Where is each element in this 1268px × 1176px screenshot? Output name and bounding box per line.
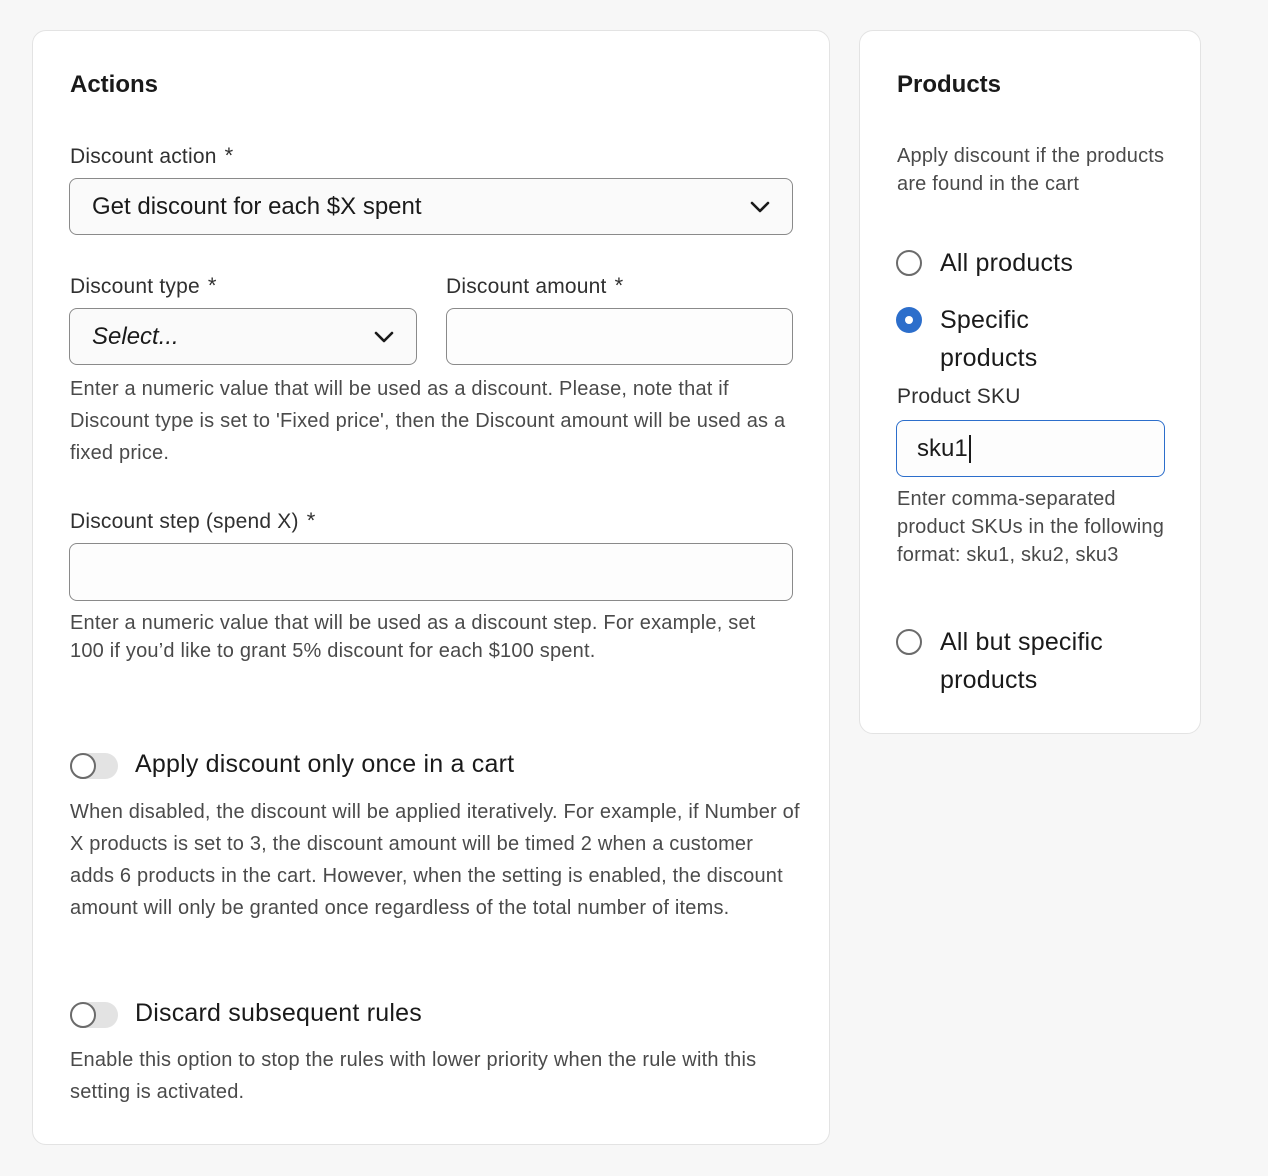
radio-all-products[interactable] xyxy=(896,250,922,276)
products-card xyxy=(859,30,1201,734)
chevron-down-icon xyxy=(750,201,770,213)
product-sku-input[interactable] xyxy=(896,420,1165,477)
product-sku-label: Product SKU xyxy=(897,385,1021,408)
toggle-knob xyxy=(70,1002,96,1028)
discount-type-label: Discount type * xyxy=(70,273,217,298)
discount-amount-label: Discount amount * xyxy=(446,273,624,298)
apply-once-label: Apply discount only once in a cart xyxy=(135,750,515,778)
discount-action-select[interactable] xyxy=(69,178,793,235)
discount-step-input[interactable] xyxy=(69,543,793,601)
apply-once-help: When disabled, the discount will be applied iteratively. For example, if Number of X products is set to 3, the discount amount will be timed 2 when a customer adds 6 products in the cart. However, when the setting is enabled, the discount amount will only be granted once regardless of the total number of items. xyxy=(70,801,800,919)
discount-action-value: Get discount for each $X spent xyxy=(92,192,422,220)
chevron-down-icon xyxy=(374,331,394,343)
required-mark: * xyxy=(224,143,234,168)
discount-type-select[interactable] xyxy=(69,308,417,365)
products-description: Apply discount if the products are found in the cart xyxy=(897,145,1165,195)
discount-amount-help: Enter a numeric value that will be used as a discount. Please, note that if Discount type is set to 'Fixed price', then the Discount amount will be used as a fixed price. xyxy=(70,378,786,464)
radio-all-products-label[interactable]: All products xyxy=(940,249,1074,277)
apply-once-toggle[interactable] xyxy=(70,753,118,779)
product-sku-value: sku1 xyxy=(917,434,968,462)
toggle-knob xyxy=(70,753,96,779)
products-title: Products xyxy=(897,71,1002,98)
radio-all-but-specific[interactable] xyxy=(896,629,922,655)
required-mark: * xyxy=(207,273,217,298)
required-mark: * xyxy=(306,508,316,533)
discount-step-help: Enter a numeric value that will be used as a discount step. For example, set 100 if you’d like to grant 5% discount for each $100 spent. xyxy=(70,612,756,662)
discard-rules-toggle[interactable] xyxy=(70,1002,118,1028)
radio-specific-products-label[interactable]: Specific products xyxy=(940,306,1038,372)
text-cursor xyxy=(969,435,971,463)
discard-rules-help: Enable this option to stop the rules with lower priority when the rule with this setting is activated. xyxy=(70,1049,757,1103)
required-mark: * xyxy=(614,273,624,298)
actions-card xyxy=(32,30,830,1145)
radio-specific-products[interactable] xyxy=(896,307,922,333)
product-sku-help: Enter comma-separated product SKUs in the following format: sku1, sku2, sku3 xyxy=(897,488,1165,566)
discount-action-label: Discount action * xyxy=(70,143,234,168)
actions-title: Actions xyxy=(70,71,159,98)
discard-rules-label: Discard subsequent rules xyxy=(135,999,422,1027)
radio-all-but-specific-label[interactable]: All but specific products xyxy=(940,628,1103,694)
discount-step-label: Discount step (spend X) * xyxy=(70,508,316,533)
discount-amount-input[interactable] xyxy=(446,308,793,365)
discount-type-value: Select... xyxy=(92,322,179,350)
